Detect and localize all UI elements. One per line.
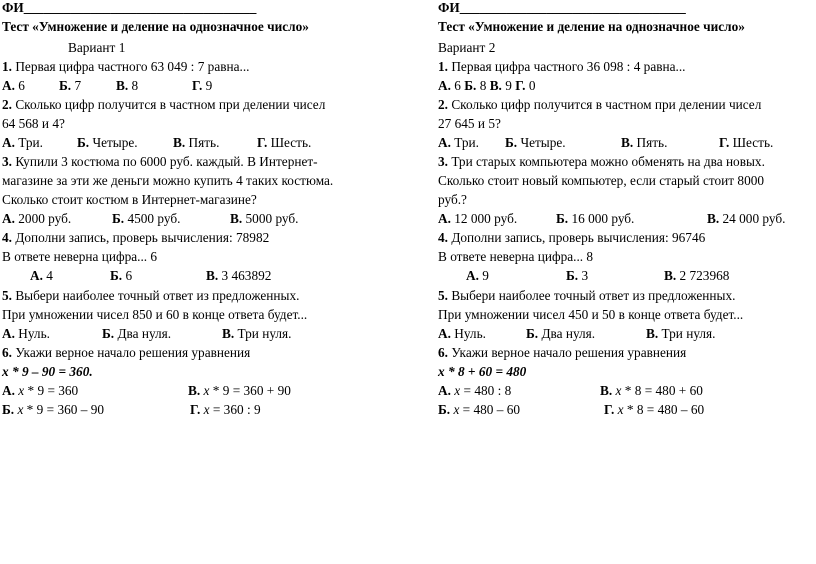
q4-option-a: А. 4 — [30, 268, 53, 283]
q4-option-c: В. 3 463892 — [206, 268, 272, 283]
q3-option-b: Б. 4500 руб. — [112, 211, 181, 226]
test-title: Тест «Умножение и деление на однозначное число» — [2, 19, 309, 34]
question-4: 4. Дополни запись, проверь вычисления: 96746 — [438, 230, 706, 245]
question-5: 5. Выбери наиболее точный ответ из предложенных. — [438, 288, 736, 303]
q5-option-a: А. Нуль. — [438, 326, 486, 341]
q6-option-b: Б. x * 9 = 360 – 90 — [2, 402, 104, 417]
question-3-cont-1: Сколько стоит новый компьютер, если старый стоит 8000 — [438, 173, 765, 188]
q5-option-c: В. Три нуля. — [222, 326, 292, 341]
q1-option-c: В. 9 — [489, 78, 512, 93]
q6-option-b: Б. x = 480 – 60 — [438, 402, 521, 417]
question-1: 1. Первая цифра частного 63 049 : 7 равна... — [2, 59, 250, 74]
q1-option-a: А. 6 — [2, 78, 25, 93]
question-3-cont-2: Сколько стоит костюм в Интернет-магазине? — [2, 192, 257, 207]
q6-option-d: Г. x * 8 = 480 – 60 — [604, 402, 705, 417]
question-1-options — [438, 78, 535, 94]
q4-option-c: В. 2 723968 — [664, 268, 730, 283]
q2-option-c: В. Пять. — [621, 135, 668, 150]
q3-option-b: Б. 16 000 руб. — [556, 211, 635, 226]
question-3-cont-1: магазине за эти же деньги можно купить 4 таких костюма. — [2, 173, 334, 188]
question-6-equation: x * 8 + 60 = 480 — [438, 364, 527, 379]
question-5-cont: При умножении чисел 450 и 50 в конце ответа будет... — [438, 307, 744, 322]
q1-option-d: Г. 0 — [515, 78, 536, 93]
question-6-equation: x * 9 – 90 = 360. — [2, 364, 93, 379]
q1-option-b: Б. 8 — [464, 78, 487, 93]
q3-option-c: В. 24 000 руб. — [707, 211, 786, 226]
name-field-line: ФИ__________________________________ — [438, 0, 686, 15]
question-6: 6. Укажи верное начало решения уравнения — [2, 345, 251, 360]
test-title: Тест «Умножение и деление на однозначное число» — [438, 19, 745, 34]
q5-option-b: Б. Два нуля. — [526, 326, 596, 341]
question-3: 3. Купили 3 костюма по 6000 руб. каждый. В Интернет- — [2, 154, 318, 169]
q6-option-c: В. x * 8 = 480 + 60 — [600, 383, 703, 398]
q4-option-b: Б. 3 — [566, 268, 589, 283]
q5-option-c: В. Три нуля. — [646, 326, 716, 341]
q2-option-d: Г. Шесть. — [719, 135, 774, 150]
name-field-line: ФИ___________________________________ — [2, 0, 257, 15]
q6-option-c: В. x * 9 = 360 + 90 — [188, 383, 291, 398]
q3-option-a: А. 2000 руб. — [2, 211, 72, 226]
question-2: 2. Сколько цифр получится в частном при делении чисел — [438, 97, 762, 112]
q2-option-d: Г. Шесть. — [257, 135, 312, 150]
q5-option-a: А. Нуль. — [2, 326, 50, 341]
q3-option-a: А. 12 000 руб. — [438, 211, 518, 226]
q4-option-b: Б. 6 — [110, 268, 133, 283]
q2-option-a: А. Три. — [2, 135, 43, 150]
q6-option-d: Г. x = 360 : 9 — [190, 402, 261, 417]
variant-label: Вариант 2 — [438, 40, 496, 55]
question-1: 1. Первая цифра частного 36 098 : 4 равна... — [438, 59, 686, 74]
q3-option-c: В. 5000 руб. — [230, 211, 299, 226]
question-6: 6. Укажи верное начало решения уравнения — [438, 345, 687, 360]
question-4: 4. Дополни запись, проверь вычисления: 78982 — [2, 230, 270, 245]
question-3: 3. Три старых компьютера можно обменять на два новых. — [438, 154, 765, 169]
question-2-cont: 64 568 и 4? — [2, 116, 65, 131]
question-5: 5. Выбери наиболее точный ответ из предложенных. — [2, 288, 300, 303]
q2-option-a: А. Три. — [438, 135, 479, 150]
q5-option-b: Б. Два нуля. — [102, 326, 172, 341]
question-4-cont: В ответе неверна цифра... 8 — [438, 249, 594, 264]
q1-option-a: А. 6 — [438, 78, 461, 93]
q2-option-c: В. Пять. — [173, 135, 220, 150]
question-3-cont-2: руб.? — [438, 192, 467, 207]
question-4-cont: В ответе неверна цифра... 6 — [2, 249, 158, 264]
q6-option-a: А. x * 9 = 360 — [2, 383, 79, 398]
q2-option-b: Б. Четыре. — [505, 135, 566, 150]
question-5-cont: При умножении чисел 850 и 60 в конце ответа будет... — [2, 307, 308, 322]
question-2-cont: 27 645 и 5? — [438, 116, 501, 131]
q1-option-c: В. 8 — [116, 78, 139, 93]
q1-option-b: Б. 7 — [59, 78, 82, 93]
variant-label: Вариант 1 — [68, 40, 126, 55]
q6-option-a: А. x = 480 : 8 — [438, 383, 512, 398]
q1-option-d: Г. 9 — [192, 78, 213, 93]
q4-option-a: А. 9 — [466, 268, 489, 283]
question-2: 2. Сколько цифр получится в частном при делении чисел — [2, 97, 326, 112]
q2-option-b: Б. Четыре. — [77, 135, 138, 150]
